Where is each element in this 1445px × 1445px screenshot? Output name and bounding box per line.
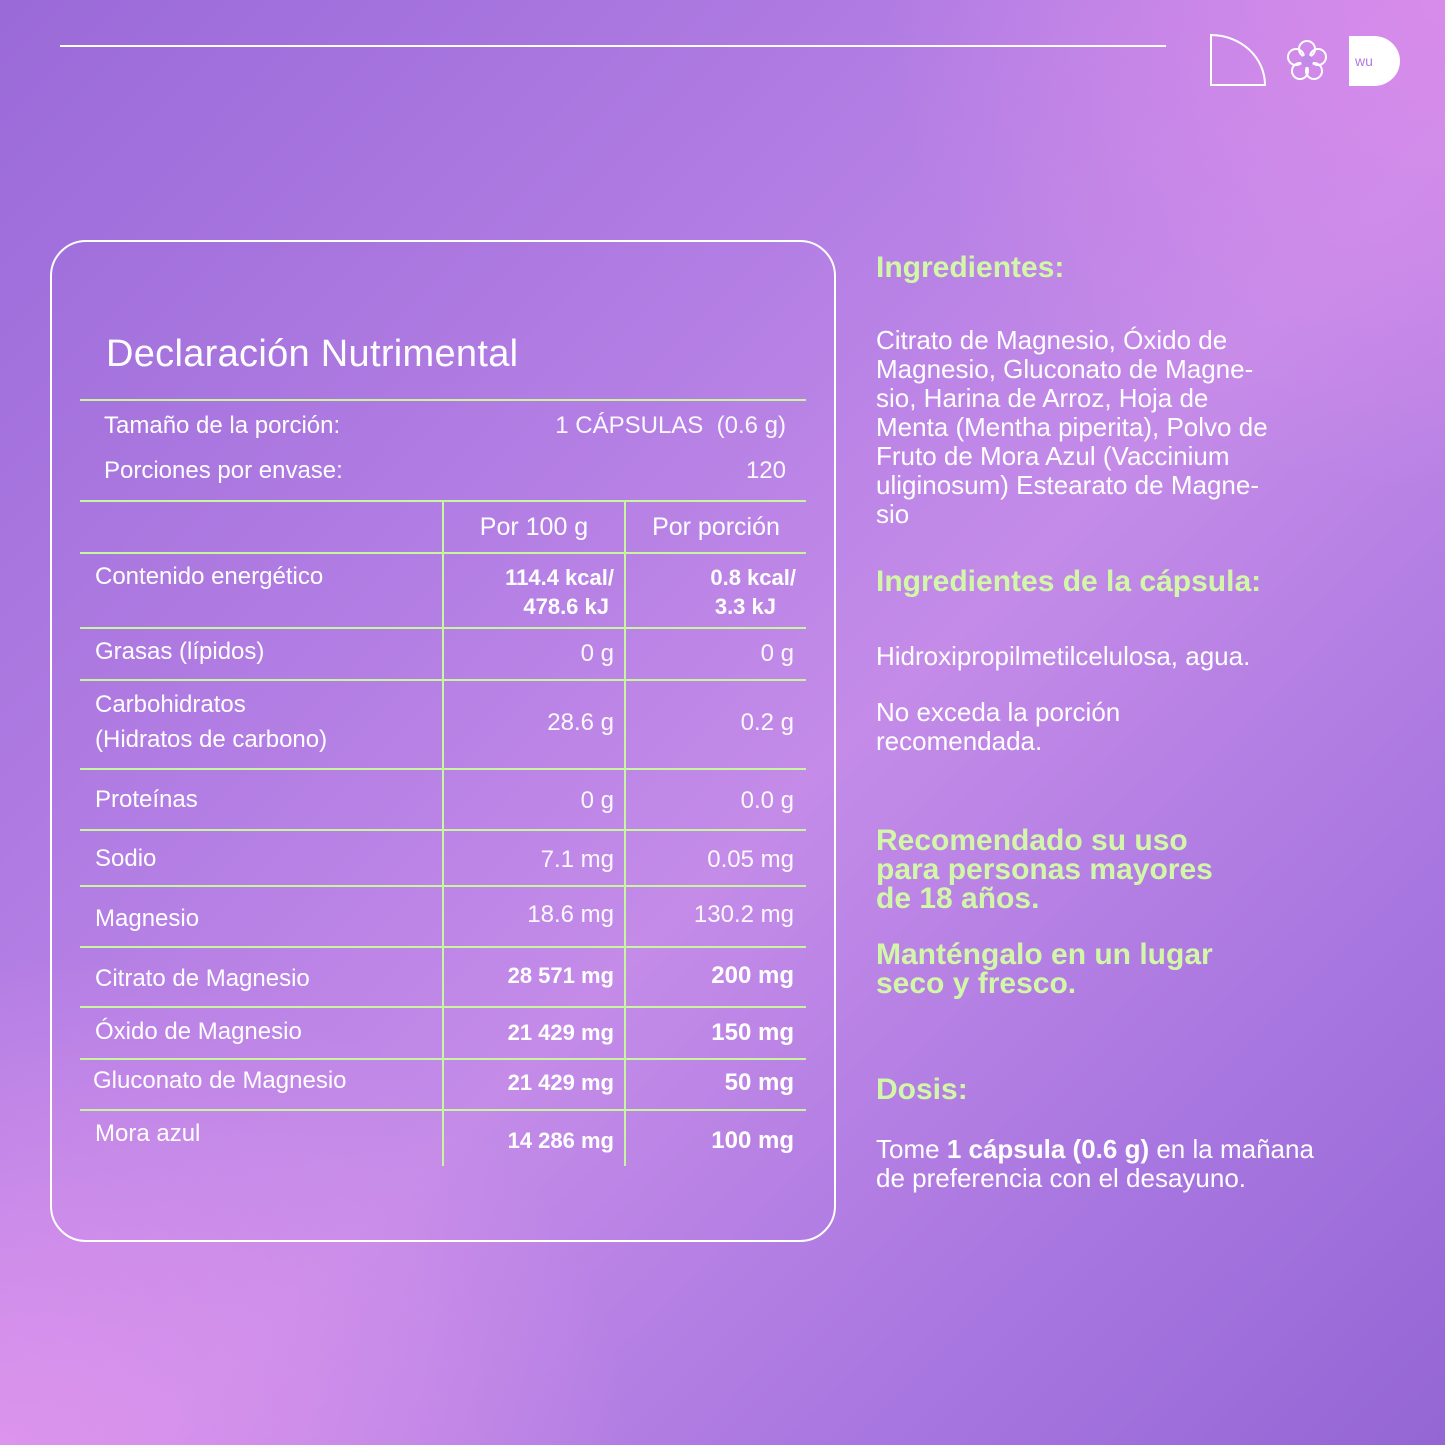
- row-label-carbs-sub: (Hidratos de carbono): [95, 726, 328, 753]
- capsule-ingredients-heading: Ingredientes de la cápsula:: [876, 565, 1262, 598]
- energy-portion-kcal: 0.8 kcal/: [710, 565, 796, 590]
- serving-size-value: 1 CÁPSULAS (0.6 g): [555, 412, 786, 439]
- dose-heading: Dosis:: [876, 1073, 968, 1106]
- dose-post: en la mañana: [1149, 1134, 1314, 1164]
- storage-instructions: [876, 940, 1396, 998]
- ingredients-line: uliginosum) Estearato de Magne-: [876, 470, 1259, 500]
- energy-portion-kj: 3.3 kJ: [714, 594, 776, 619]
- capsule-ingredients-text: Hidroxipropilmetilcelulosa, agua.: [876, 641, 1251, 671]
- magnesium-portion: 130.2 mg: [693, 901, 794, 928]
- ingredients-line: Citrato de Magnesio, Óxido de: [876, 325, 1228, 355]
- dose-text: [876, 1135, 1416, 1193]
- row-label-blueberry: Mora azul: [95, 1120, 201, 1147]
- carbs-portion: 0.2 g: [740, 709, 794, 736]
- energy-per100-kj: 478.6 kJ: [523, 594, 609, 619]
- dose-line-1: [876, 1135, 1416, 1164]
- warning-line: recomendada.: [876, 726, 1043, 756]
- brand-logo-icon: [1349, 36, 1400, 86]
- servings-label: Porciones por envase:: [104, 457, 343, 484]
- ingredients-line: sio, Harina de Arroz, Hoja de: [876, 383, 1209, 413]
- ingredients-line: Fruto de Mora Azul (Vaccinium: [876, 441, 1230, 471]
- warning-line: No exceda la porción: [876, 697, 1121, 727]
- dose-line-2: de preferencia con el desayuno.: [876, 1163, 1247, 1193]
- fats-portion: 0 g: [760, 640, 794, 667]
- dose-amount: 1 cápsula (0.6 g): [946, 1134, 1150, 1164]
- row-label-fats: Grasas (lípidos): [95, 638, 265, 665]
- column-header-per-portion: Por porción: [652, 513, 780, 541]
- row-label-magnesium: Magnesio: [95, 905, 200, 932]
- recommendation-line: para personas mayores: [876, 853, 1213, 886]
- fats-per100: 0 g: [580, 640, 614, 667]
- storage-line: seco y fresco.: [876, 967, 1077, 1000]
- row-label-sodium: Sodio: [95, 845, 157, 872]
- row-label-oxide: Óxido de Magnesio: [95, 1018, 302, 1045]
- gluconate-portion: 50 mg: [724, 1069, 794, 1096]
- citrate-portion: 200 mg: [711, 962, 794, 989]
- blueberry-portion: 100 mg: [711, 1127, 794, 1154]
- oxide-per100: 21 429 mg: [507, 1020, 614, 1045]
- blueberry-per100: 14 286 mg: [507, 1128, 614, 1153]
- svg-text:wu: wu: [1355, 53, 1373, 69]
- row-label-energy: Contenido energético: [95, 563, 324, 590]
- ingredients-line: sio: [876, 499, 910, 529]
- proteins-portion: 0.0 g: [740, 787, 794, 814]
- recommendation-line: de 18 años.: [876, 882, 1040, 915]
- sodium-per100: 7.1 mg: [540, 846, 614, 873]
- table-rule: [80, 399, 806, 401]
- ingredients-heading: Ingredientes:: [876, 251, 1065, 284]
- magnesium-per100: 18.6 mg: [527, 901, 614, 928]
- recommendation-line: Recomendado su uso: [876, 824, 1188, 857]
- carbs-per100: 28.6 g: [547, 709, 614, 736]
- brand-logos: [1208, 33, 1404, 89]
- sodium-portion: 0.05 mg: [707, 846, 794, 873]
- dose-pre: Tome: [876, 1134, 947, 1164]
- row-label-proteins: Proteínas: [95, 786, 198, 813]
- row-label-gluconate: Gluconato de Magnesio: [93, 1067, 347, 1094]
- nutrition-title: Declaración Nutrimental: [106, 333, 519, 375]
- top-divider-line: [60, 45, 1166, 47]
- ingredients-text: [876, 326, 1396, 529]
- row-label-carbs: Carbohidratos: [95, 691, 246, 718]
- proteins-per100: 0 g: [580, 787, 614, 814]
- energy-per100-kcal: 114.4 kcal/: [505, 565, 614, 590]
- ingredients-line: Menta (Mentha piperita), Polvo de: [876, 412, 1268, 442]
- flower-icon: [1288, 41, 1326, 79]
- ingredients-line: Magnesio, Gluconato de Magne-: [876, 354, 1254, 384]
- row-label-citrate: Citrato de Magnesio: [95, 965, 310, 992]
- citrate-per100: 28 571 mg: [507, 963, 614, 988]
- quarter-circle-icon: [1211, 35, 1265, 85]
- storage-line: Manténgalo en un lugar: [876, 938, 1213, 971]
- age-recommendation: [876, 826, 1396, 913]
- column-header-per-100g: Por 100 g: [479, 513, 589, 541]
- portion-warning: [876, 698, 1396, 756]
- oxide-portion: 150 mg: [711, 1019, 794, 1046]
- serving-size-label: Tamaño de la porción:: [104, 412, 341, 439]
- gluconate-per100: 21 429 mg: [507, 1070, 614, 1095]
- servings-value: 120: [745, 457, 786, 484]
